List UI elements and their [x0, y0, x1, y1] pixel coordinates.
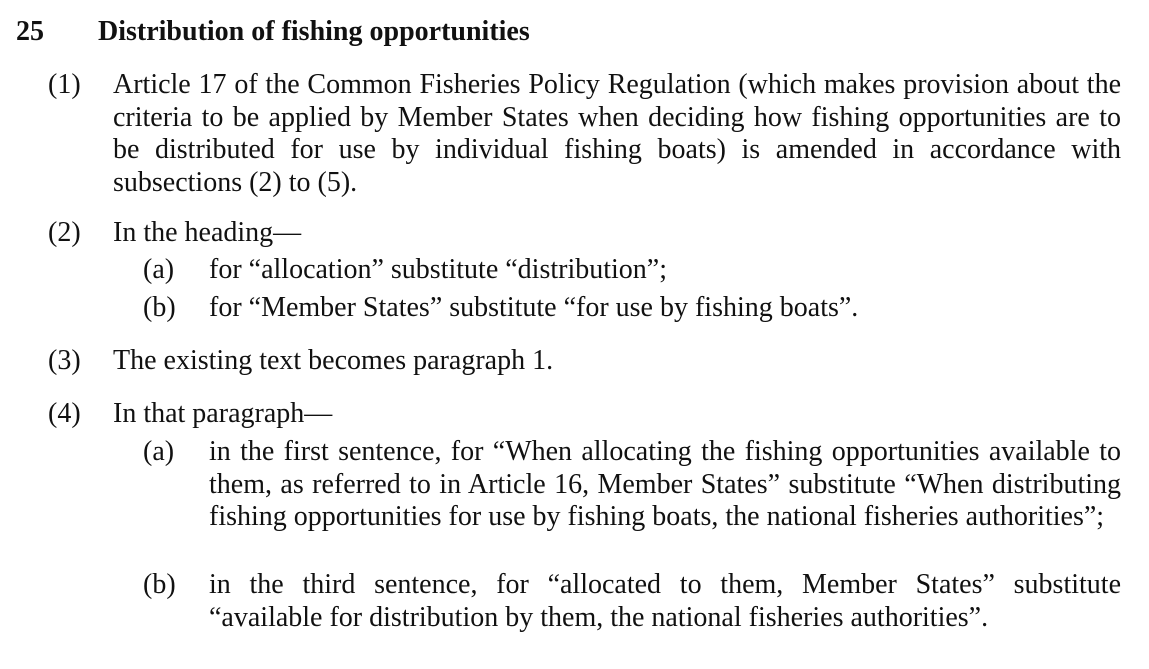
paragraph-text: for “allocation” substitute “distribution”;: [209, 254, 667, 285]
paragraph-text: in the third sentence, for “allocated to them, Member States” substitute “available for distribution by them, the national fisheries authorities”.: [209, 569, 1121, 633]
section-number: 25: [16, 16, 44, 47]
subsection-number: (3): [48, 345, 81, 376]
paragraph-text: for “Member States” substitute “for use by fishing boats”.: [209, 292, 859, 323]
paragraph-text: in the first sentence, for “When allocating the fishing opportunities available to them, as referred to in Article 16, Member States” substitute “When distributing fishing opportunities for use by fishing boats, the national fisheries authorities”;: [209, 436, 1121, 532]
subsection-text: The existing text becomes paragraph 1.: [113, 345, 554, 376]
section-title: Distribution of fishing opportunities: [98, 16, 530, 47]
paragraph-number: (b): [143, 292, 176, 323]
paragraph-number: (b): [143, 569, 176, 600]
subsection-number: (2): [48, 217, 81, 248]
subsection-text: Article 17 of the Common Fisheries Policy Regulation (which makes provision about the criteria to be applied by Member States when deciding how fishing opportunities are to be distributed for use by individual fishing boats) is amended in accordance with subsections (2) to (5).: [113, 69, 1121, 198]
paragraph-number: (a): [143, 254, 175, 285]
paragraph-number: (a): [143, 436, 175, 467]
subsection-text: In that paragraph—: [113, 398, 333, 429]
subsection-text: In the heading—: [113, 217, 302, 248]
subsection-number: (4): [48, 398, 81, 429]
subsection-number: (1): [48, 69, 81, 100]
